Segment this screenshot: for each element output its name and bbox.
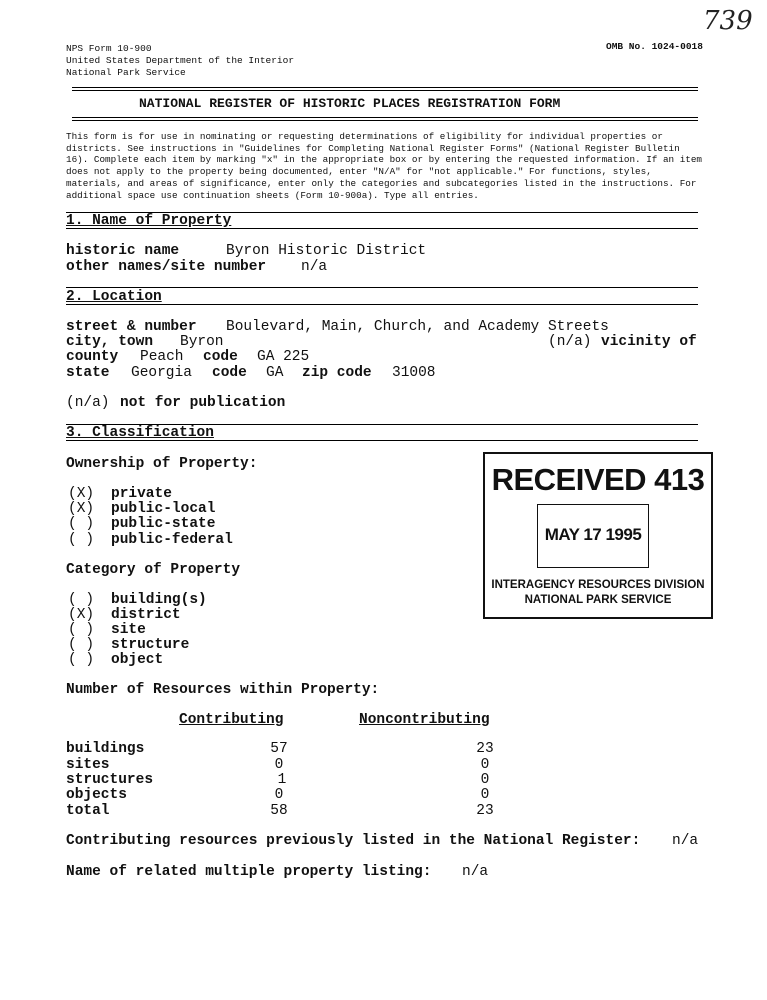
ownership-mark: (X) (68, 486, 95, 502)
state-code-label: code (212, 365, 247, 381)
category-option: object (111, 652, 164, 668)
state-label: state (66, 365, 110, 381)
historic-name-label: historic name (66, 243, 180, 259)
form-number: NPS Form 10-900 (66, 43, 152, 54)
resource-row-label: sites (66, 757, 110, 773)
divider (66, 440, 698, 441)
resource-contributing: 1 (277, 772, 287, 788)
omb-number: OMB No. 1024-0018 (606, 41, 703, 52)
state-value: Georgia (131, 365, 192, 381)
divider (72, 117, 698, 121)
county-code-label: code (203, 349, 238, 365)
section-3-heading: 3. Classification (66, 425, 214, 441)
received-stamp (483, 452, 713, 619)
prev-listed-value: n/a (672, 833, 699, 849)
stamp-service: NATIONAL PARK SERVICE (524, 594, 672, 606)
resources-label: Number of Resources within Property: (66, 682, 380, 698)
section-2-heading: 2. Location (66, 289, 162, 305)
divider (66, 287, 698, 288)
department: United States Department of the Interior (66, 55, 295, 66)
county-code-value: GA 225 (257, 349, 310, 365)
county-label: county (66, 349, 119, 365)
col-contributing: Contributing (179, 712, 284, 728)
ownership-option: public-state (111, 516, 216, 532)
not-for-publication-mark: (n/a) (66, 395, 110, 411)
divider (66, 228, 698, 229)
divider (66, 304, 698, 305)
other-names-label: other names/site number (66, 259, 267, 275)
resource-row-label: buildings (66, 741, 145, 757)
col-noncontributing: Noncontributing (359, 712, 490, 728)
zip-label: zip code (302, 365, 372, 381)
category-label: Category of Property (66, 562, 241, 578)
category-mark: ( ) (68, 622, 95, 638)
related-listing-value: n/a (462, 864, 489, 880)
related-listing-label: Name of related multiple property listing: (66, 864, 432, 880)
stamp-title: RECEIVED 413 (491, 462, 705, 497)
ownership-mark: (X) (68, 501, 95, 517)
divider (72, 87, 698, 91)
stamp-date: MAY 17 1995 (544, 525, 642, 544)
service: National Park Service (66, 67, 186, 78)
instructions: This form is for use in nominating or requesting determinations of eligibility for individual properties or districts. See instructions in "Guidelines for Completing National Register Forms" (National Register Bulletin 16). Complete each item by marking "x" in the appropriate box or by entering the requested information. If an item does not apply to the property being documented, enter "N/A" for "not applicable." For functions, styles, materials, and areas of significance, enter only the categories and subcategories listed in the instructions. For additional space use continuation sheets (Form 10-900a). Type all entries. (66, 131, 703, 201)
prev-listed-label: Contributing resources previously listed in the National Register: (66, 833, 641, 849)
form-title: NATIONAL REGISTER OF HISTORIC PLACES REGISTRATION FORM (139, 96, 561, 111)
resource-contributing: 0 (274, 757, 284, 773)
city-value: Byron (180, 334, 224, 350)
ownership-mark: ( ) (68, 516, 95, 532)
vicinity-label: vicinity of (601, 334, 697, 350)
category-option: district (111, 607, 181, 623)
street-value: Boulevard, Main, Church, and Academy Streets (226, 319, 609, 335)
ownership-option: public-local (111, 501, 216, 517)
category-option: structure (111, 637, 190, 653)
stamp-division: INTERAGENCY RESOURCES DIVISION (491, 579, 705, 591)
resource-noncontributing: 0 (480, 757, 490, 773)
other-names-value: n/a (301, 259, 328, 275)
state-code-value: GA (266, 365, 284, 381)
not-for-publication-label: not for publication (120, 395, 286, 411)
category-mark: ( ) (68, 637, 95, 653)
category-option: site (111, 622, 146, 638)
resource-row-label: objects (66, 787, 127, 803)
ownership-label: Ownership of Property: (66, 456, 258, 472)
resource-row-label: total (66, 803, 110, 819)
resource-contributing: 58 (270, 803, 288, 819)
street-label: street & number (66, 319, 197, 335)
resource-noncontributing: 0 (480, 772, 490, 788)
ownership-option: private (111, 486, 172, 502)
divider (66, 212, 698, 213)
resource-contributing: 57 (270, 741, 288, 757)
section-1-heading: 1. Name of Property (66, 213, 232, 229)
resource-row-label: structures (66, 772, 154, 788)
resource-noncontributing: 23 (476, 803, 494, 819)
handwritten-number: 739 (703, 6, 753, 36)
ownership-mark: ( ) (68, 532, 95, 548)
zip-value: 31008 (392, 365, 436, 381)
resource-contributing: 0 (274, 787, 284, 803)
city-label: city, town (66, 334, 154, 350)
stamp-date-box (537, 504, 649, 568)
category-mark: ( ) (68, 592, 95, 608)
ownership-option: public-federal (111, 532, 233, 548)
category-mark: ( ) (68, 652, 95, 668)
historic-name-value: Byron Historic District (226, 243, 427, 259)
resource-noncontributing: 0 (480, 787, 490, 803)
resource-noncontributing: 23 (476, 741, 494, 757)
category-option: building(s) (111, 592, 207, 608)
category-mark: (X) (68, 607, 95, 623)
county-value: Peach (140, 349, 184, 365)
vicinity-mark: (n/a) (548, 334, 592, 350)
